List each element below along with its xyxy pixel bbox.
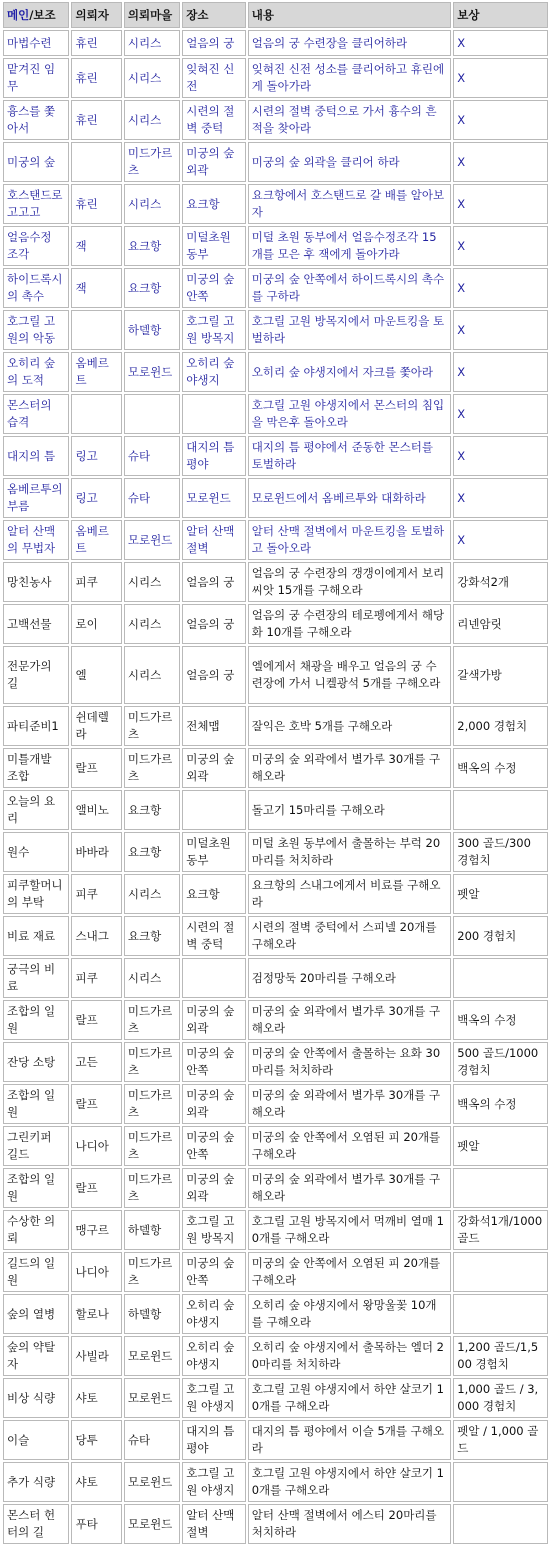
quest-name: 수상한 의뢰 xyxy=(3,1210,69,1250)
table-row xyxy=(3,1210,548,1250)
quest-table xyxy=(1,0,550,1546)
quest-place: 미궁의 숲 외곽 xyxy=(182,1168,245,1208)
quest-content: 검정망둑 20마리를 구해오라 xyxy=(248,958,452,998)
quest-village: 미드가르츠 xyxy=(124,1000,180,1040)
quest-place: 오히리 숲 야생지 xyxy=(182,1336,245,1376)
header-reward: 보상 xyxy=(453,2,548,28)
quest-place: 미덜초원 동부 xyxy=(182,226,245,266)
quest-name: 길드의 일원 xyxy=(3,1252,69,1292)
quest-reward xyxy=(453,1462,548,1502)
table-row xyxy=(3,874,548,914)
quest-client: 푸타 xyxy=(71,1504,121,1544)
quest-client xyxy=(71,394,121,434)
quest-name: 몬스터의 습격 xyxy=(3,394,69,434)
quest-village: 미드가르츠 xyxy=(124,1084,180,1124)
quest-place: 알터 산맥 절벽 xyxy=(182,1504,245,1544)
quest-name: 피쿠할머니의 부탁 xyxy=(3,874,69,914)
quest-client: 휴린 xyxy=(71,58,121,98)
quest-content: 미궁의 숲 안쪽에서 하이드록시의 촉수를 구하라 xyxy=(248,268,452,308)
quest-content: 시련의 절벽 중턱에서 스피넬 20개를 구해오라 xyxy=(248,916,452,956)
quest-content: 시련의 절벽 중턱으로 가서 흉수의 흔적을 찾아라 xyxy=(248,100,452,140)
quest-village: 하델항 xyxy=(124,1294,180,1334)
quest-place: 오히리 숲 야생지 xyxy=(182,352,245,392)
table-row xyxy=(3,646,548,704)
quest-village: 모로윈드 xyxy=(124,1504,180,1544)
quest-content: 호그릴 고원 야생지에서 하얀 살코기 10개를 구해오라 xyxy=(248,1462,452,1502)
quest-reward: X xyxy=(453,184,548,224)
quest-place: 미궁의 숲 안쪽 xyxy=(182,1042,245,1082)
header-content: 내용 xyxy=(248,2,452,28)
quest-place: 얼음의 궁 xyxy=(182,604,245,644)
quest-place: 시련의 절벽 중턱 xyxy=(182,100,245,140)
quest-place: 모로윈드 xyxy=(182,478,245,518)
quest-name: 이슬 xyxy=(3,1420,69,1460)
table-row xyxy=(3,184,548,224)
table-row xyxy=(3,604,548,644)
quest-client: 피쿠 xyxy=(71,958,121,998)
quest-reward: X xyxy=(453,268,548,308)
quest-village: 미드가르츠 xyxy=(124,706,180,746)
table-row xyxy=(3,706,548,746)
quest-content: 엘에게서 채광을 배우고 얼음의 궁 수련장에 가서 니켈광석 5개를 구해오라 xyxy=(248,646,452,704)
quest-name: 숲의 약탈자 xyxy=(3,1336,69,1376)
quest-content: 호그릴 고원 야생지에서 몬스터의 침입을 막은후 돌아오라 xyxy=(248,394,452,434)
quest-client xyxy=(71,142,121,182)
quest-place: 얼음의 궁 xyxy=(182,562,245,602)
table-row xyxy=(3,352,548,392)
table-row xyxy=(3,268,548,308)
quest-name: 호스탠드로 고고고 xyxy=(3,184,69,224)
quest-reward: X xyxy=(453,142,548,182)
quest-name: 미궁의 숲 xyxy=(3,142,69,182)
quest-place xyxy=(182,958,245,998)
table-row xyxy=(3,1462,548,1502)
quest-place: 호그릴 고원 방목지 xyxy=(182,1210,245,1250)
quest-village: 시리스 xyxy=(124,184,180,224)
quest-village: 시리스 xyxy=(124,604,180,644)
quest-village: 시리스 xyxy=(124,58,180,98)
quest-client: 샤토 xyxy=(71,1462,121,1502)
quest-village: 슈타 xyxy=(124,436,180,476)
table-row xyxy=(3,1084,548,1124)
table-row xyxy=(3,520,548,560)
quest-content: 잊혀진 신전 성소를 클리어하고 휴린에게 돌아가라 xyxy=(248,58,452,98)
quest-village: 시리스 xyxy=(124,874,180,914)
quest-place: 오히리 숲 야생지 xyxy=(182,1294,245,1334)
quest-place: 얼음의 궁 xyxy=(182,646,245,704)
quest-name: 조합의 일원 xyxy=(3,1084,69,1124)
quest-client: 링고 xyxy=(71,478,121,518)
quest-name: 하이드록시의 촉수 xyxy=(3,268,69,308)
quest-reward: 백옥의 수정 xyxy=(453,1084,548,1124)
table-row xyxy=(3,1252,548,1292)
quest-village: 모로윈드 xyxy=(124,520,180,560)
quest-name: 궁극의 비료 xyxy=(3,958,69,998)
quest-village: 모로윈드 xyxy=(124,1462,180,1502)
quest-reward: 200 경험치 xyxy=(453,916,548,956)
quest-place: 미궁의 숲 외곽 xyxy=(182,1000,245,1040)
quest-reward: 펫알 xyxy=(453,874,548,914)
quest-village: 미드가르츠 xyxy=(124,748,180,788)
quest-content: 미덜 초원 동부에서 얼음수정조각 15개를 모은 후 잭에게 돌아가라 xyxy=(248,226,452,266)
quest-client: 휴린 xyxy=(71,184,121,224)
quest-place: 호그릴 고원 야생지 xyxy=(182,1378,245,1418)
quest-name: 마법수련 xyxy=(3,30,69,56)
quest-reward xyxy=(453,958,548,998)
quest-name: 비료 재료 xyxy=(3,916,69,956)
quest-village: 하델항 xyxy=(124,1210,180,1250)
quest-content: 오히리 숲 야생지에서 왕망울꽃 10개를 구해오라 xyxy=(248,1294,452,1334)
quest-content: 미궁의 숲 안쪽에서 출몰하는 요화 30마리를 처치하라 xyxy=(248,1042,452,1082)
quest-client: 링고 xyxy=(71,436,121,476)
quest-reward: 강화석2개 xyxy=(453,562,548,602)
quest-village: 미드가르츠 xyxy=(124,1126,180,1166)
quest-village: 모로윈드 xyxy=(124,352,180,392)
quest-village: 요크항 xyxy=(124,832,180,872)
header-client: 의뢰자 xyxy=(71,2,121,28)
quest-content: 요크항의 스내그에게서 비료를 구해오라 xyxy=(248,874,452,914)
quest-name: 숲의 열병 xyxy=(3,1294,69,1334)
quest-client: 휴린 xyxy=(71,30,121,56)
table-row xyxy=(3,30,548,56)
quest-table-body xyxy=(3,30,548,1544)
table-row xyxy=(3,1042,548,1082)
table-row xyxy=(3,394,548,434)
quest-reward: X xyxy=(453,226,548,266)
header-type-sub: 보조 xyxy=(33,7,56,22)
quest-content: 미덜 초원 동부에서 출몰하는 부럭 20마리를 처치하라 xyxy=(248,832,452,872)
quest-place: 호그릴 고원 방목지 xyxy=(182,310,245,350)
quest-name: 맡겨진 임무 xyxy=(3,58,69,98)
quest-village: 미드가르츠 xyxy=(124,1042,180,1082)
quest-place xyxy=(182,394,245,434)
quest-place: 미궁의 숲 외곽 xyxy=(182,748,245,788)
table-row xyxy=(3,916,548,956)
quest-reward: 1,000 골드 / 3,000 경험치 xyxy=(453,1378,548,1418)
quest-village: 미드가르츠 xyxy=(124,142,180,182)
quest-content: 요크항에서 호스탠드로 갈 배를 알아보자 xyxy=(248,184,452,224)
table-row xyxy=(3,562,548,602)
quest-name: 오히리 숲의 도적 xyxy=(3,352,69,392)
quest-reward: 리넨암릿 xyxy=(453,604,548,644)
table-row xyxy=(3,142,548,182)
quest-client: 잭 xyxy=(71,268,121,308)
quest-place: 알터 산맥 절벽 xyxy=(182,520,245,560)
quest-name: 그린키퍼 길드 xyxy=(3,1126,69,1166)
table-row xyxy=(3,1126,548,1166)
quest-place: 미궁의 숲 외곽 xyxy=(182,1084,245,1124)
quest-village: 미드가르츠 xyxy=(124,1252,180,1292)
quest-reward: 펫알 / 1,000 골드 xyxy=(453,1420,548,1460)
table-row xyxy=(3,226,548,266)
quest-reward: 펫알 xyxy=(453,1126,548,1166)
quest-reward: X xyxy=(453,310,548,350)
quest-place: 잊혀진 신전 xyxy=(182,58,245,98)
quest-client: 당투 xyxy=(71,1420,121,1460)
quest-name: 옴베르투의 부름 xyxy=(3,478,69,518)
quest-name: 대지의 틈 xyxy=(3,436,69,476)
quest-place: 대지의 틈 평야 xyxy=(182,436,245,476)
quest-reward: 2,000 경험치 xyxy=(453,706,548,746)
quest-content: 미궁의 숲 외곽에서 별가루 30개를 구해오라 xyxy=(248,1084,452,1124)
table-row xyxy=(3,1504,548,1544)
table-row xyxy=(3,748,548,788)
quest-client: 나디아 xyxy=(71,1126,121,1166)
table-header-row xyxy=(3,2,548,28)
quest-content: 미궁의 숲 외곽에서 별가루 30개를 구해오라 xyxy=(248,1168,452,1208)
quest-client: 로이 xyxy=(71,604,121,644)
quest-content: 미궁의 숲 안쪽에서 오염된 피 20개를 구해오라 xyxy=(248,1126,452,1166)
quest-content: 알터 산맥 절벽에서 에스티 20마리를 처치하라 xyxy=(248,1504,452,1544)
quest-place: 미덜초원 동부 xyxy=(182,832,245,872)
quest-client: 랄프 xyxy=(71,1000,121,1040)
quest-place: 요크항 xyxy=(182,874,245,914)
quest-reward: X xyxy=(453,520,548,560)
quest-name: 오늘의 요리 xyxy=(3,790,69,830)
quest-place: 전체맵 xyxy=(182,706,245,746)
table-row xyxy=(3,958,548,998)
quest-reward: X xyxy=(453,100,548,140)
table-row xyxy=(3,436,548,476)
quest-content: 호그릴 고원 방목지에서 마운트킹을 토벌하라 xyxy=(248,310,452,350)
quest-name: 호그릴 고원의 악동 xyxy=(3,310,69,350)
quest-content: 오히리 숲 야생지에서 출목하는 엘더 20마리를 처치하라 xyxy=(248,1336,452,1376)
header-place: 장소 xyxy=(182,2,245,28)
quest-client: 엘 xyxy=(71,646,121,704)
quest-village: 슈타 xyxy=(124,1420,180,1460)
quest-reward: 500 골드/1000 경험치 xyxy=(453,1042,548,1082)
header-type-sep: / xyxy=(29,7,34,22)
quest-name: 흉스를 쫓아서 xyxy=(3,100,69,140)
quest-reward xyxy=(453,790,548,830)
quest-reward: X xyxy=(453,436,548,476)
quest-content: 얼음의 궁 수련장을 클리어하라 xyxy=(248,30,452,56)
table-row xyxy=(3,1168,548,1208)
quest-client: 옴베르트 xyxy=(71,520,121,560)
quest-client: 피쿠 xyxy=(71,874,121,914)
quest-client: 샤토 xyxy=(71,1378,121,1418)
quest-reward: X xyxy=(453,478,548,518)
quest-place: 호그릴 고원 야생지 xyxy=(182,1462,245,1502)
quest-client: 나디아 xyxy=(71,1252,121,1292)
quest-content: 미궁의 숲 외곽에서 별가루 30개를 구해오라 xyxy=(248,1000,452,1040)
quest-name: 파티준비1 xyxy=(3,706,69,746)
quest-content: 돌고기 15마리를 구해오라 xyxy=(248,790,452,830)
header-type xyxy=(3,2,69,28)
quest-place xyxy=(182,790,245,830)
quest-name: 비상 식량 xyxy=(3,1378,69,1418)
quest-content: 미궁의 숲 외곽을 클리어 하라 xyxy=(248,142,452,182)
quest-village: 요크항 xyxy=(124,916,180,956)
quest-reward: 300 골드/300 경험치 xyxy=(453,832,548,872)
quest-content: 얼음의 궁 수련장의 갱갱이에게서 보리씨앗 15개를 구해오라 xyxy=(248,562,452,602)
quest-name: 원수 xyxy=(3,832,69,872)
quest-client: 랄프 xyxy=(71,748,121,788)
table-row xyxy=(3,478,548,518)
quest-place: 시련의 절벽 중턱 xyxy=(182,916,245,956)
quest-content: 대지의 틈 평야에서 이슬 5개를 구해오라 xyxy=(248,1420,452,1460)
quest-name: 조합의 일원 xyxy=(3,1168,69,1208)
quest-village: 시리스 xyxy=(124,100,180,140)
quest-client: 랄프 xyxy=(71,1168,121,1208)
quest-reward: X xyxy=(453,58,548,98)
quest-name: 조합의 일원 xyxy=(3,1000,69,1040)
table-row xyxy=(3,1294,548,1334)
quest-name: 알터 산맥의 무법자 xyxy=(3,520,69,560)
quest-client: 앨비노 xyxy=(71,790,121,830)
table-row xyxy=(3,832,548,872)
quest-client: 쉰데렐라 xyxy=(71,706,121,746)
quest-reward: 백옥의 수정 xyxy=(453,1000,548,1040)
quest-client: 할로나 xyxy=(71,1294,121,1334)
quest-reward: 백옥의 수정 xyxy=(453,748,548,788)
quest-place: 미궁의 숲 안쪽 xyxy=(182,1126,245,1166)
quest-village: 시리스 xyxy=(124,958,180,998)
quest-client: 랄프 xyxy=(71,1084,121,1124)
quest-client: 스내그 xyxy=(71,916,121,956)
quest-client: 사빌라 xyxy=(71,1336,121,1376)
quest-reward: 갈색가방 xyxy=(453,646,548,704)
quest-content: 얼음의 궁 수련장의 테로펭에게서 해당화 10개를 구해오라 xyxy=(248,604,452,644)
header-type-main: 메인 xyxy=(7,7,30,22)
quest-name: 전문가의 길 xyxy=(3,646,69,704)
quest-name: 망친농사 xyxy=(3,562,69,602)
quest-client: 맹구르 xyxy=(71,1210,121,1250)
quest-place: 미궁의 숲 안쪽 xyxy=(182,1252,245,1292)
quest-reward xyxy=(453,1252,548,1292)
table-row xyxy=(3,310,548,350)
quest-client: 바바라 xyxy=(71,832,121,872)
quest-client: 고든 xyxy=(71,1042,121,1082)
quest-village: 시리스 xyxy=(124,562,180,602)
quest-content: 오히리 숲 야생지에서 자크를 쫓아라 xyxy=(248,352,452,392)
quest-client xyxy=(71,310,121,350)
quest-content: 모로윈드에서 옴베르투와 대화하라 xyxy=(248,478,452,518)
quest-client: 옴베르트 xyxy=(71,352,121,392)
quest-village: 모로윈드 xyxy=(124,1378,180,1418)
quest-name: 몬스터 헌터의 길 xyxy=(3,1504,69,1544)
quest-village: 요크항 xyxy=(124,268,180,308)
quest-content: 알터 산맥 절벽에서 마운트킹을 토벌하고 돌아오라 xyxy=(248,520,452,560)
quest-content: 미궁의 숲 외곽에서 별가루 30개를 구해오라 xyxy=(248,748,452,788)
quest-name: 추가 식량 xyxy=(3,1462,69,1502)
quest-name: 고백선물 xyxy=(3,604,69,644)
quest-content: 대지의 틈 평야에서 준동한 몬스터를 토벌하라 xyxy=(248,436,452,476)
table-row xyxy=(3,790,548,830)
quest-place: 요크항 xyxy=(182,184,245,224)
quest-village: 요크항 xyxy=(124,790,180,830)
table-row xyxy=(3,1000,548,1040)
quest-name: 잔당 소탕 xyxy=(3,1042,69,1082)
quest-client: 피쿠 xyxy=(71,562,121,602)
quest-village: 슈타 xyxy=(124,478,180,518)
quest-village: 요크항 xyxy=(124,226,180,266)
quest-village xyxy=(124,394,180,434)
quest-content: 호그릴 고원 야생지에서 하얀 살코기 10개를 구해오라 xyxy=(248,1378,452,1418)
quest-content: 잘익은 호박 5개를 구해오라 xyxy=(248,706,452,746)
quest-village: 시리스 xyxy=(124,646,180,704)
table-row xyxy=(3,58,548,98)
quest-place: 미궁의 숲 안쪽 xyxy=(182,268,245,308)
quest-reward xyxy=(453,1294,548,1334)
quest-name: 미틀개발 조합 xyxy=(3,748,69,788)
quest-reward: X xyxy=(453,352,548,392)
quest-reward: 강화석1개/1000 골드 xyxy=(453,1210,548,1250)
quest-reward: 1,200 골드/1,500 경험치 xyxy=(453,1336,548,1376)
quest-client: 휴린 xyxy=(71,100,121,140)
quest-client: 잭 xyxy=(71,226,121,266)
quest-village: 미드가르츠 xyxy=(124,1168,180,1208)
quest-reward: X xyxy=(453,394,548,434)
table-row xyxy=(3,100,548,140)
quest-place: 대지의 틈 평야 xyxy=(182,1420,245,1460)
quest-village: 하델항 xyxy=(124,310,180,350)
quest-content: 호그릴 고원 방목지에서 먹깨비 열매 10개를 구해오라 xyxy=(248,1210,452,1250)
table-row xyxy=(3,1336,548,1376)
quest-name: 얼음수정 조각 xyxy=(3,226,69,266)
quest-reward xyxy=(453,1168,548,1208)
quest-place: 얼음의 궁 xyxy=(182,30,245,56)
quest-content: 미궁의 숲 안쪽에서 오염된 피 20개를 구해오라 xyxy=(248,1252,452,1292)
quest-place: 미궁의 숲 외곽 xyxy=(182,142,245,182)
quest-village: 모로윈드 xyxy=(124,1336,180,1376)
quest-village: 시리스 xyxy=(124,30,180,56)
header-village: 의뢰마을 xyxy=(124,2,180,28)
quest-reward: X xyxy=(453,30,548,56)
table-row xyxy=(3,1420,548,1460)
quest-reward xyxy=(453,1504,548,1544)
table-row xyxy=(3,1378,548,1418)
